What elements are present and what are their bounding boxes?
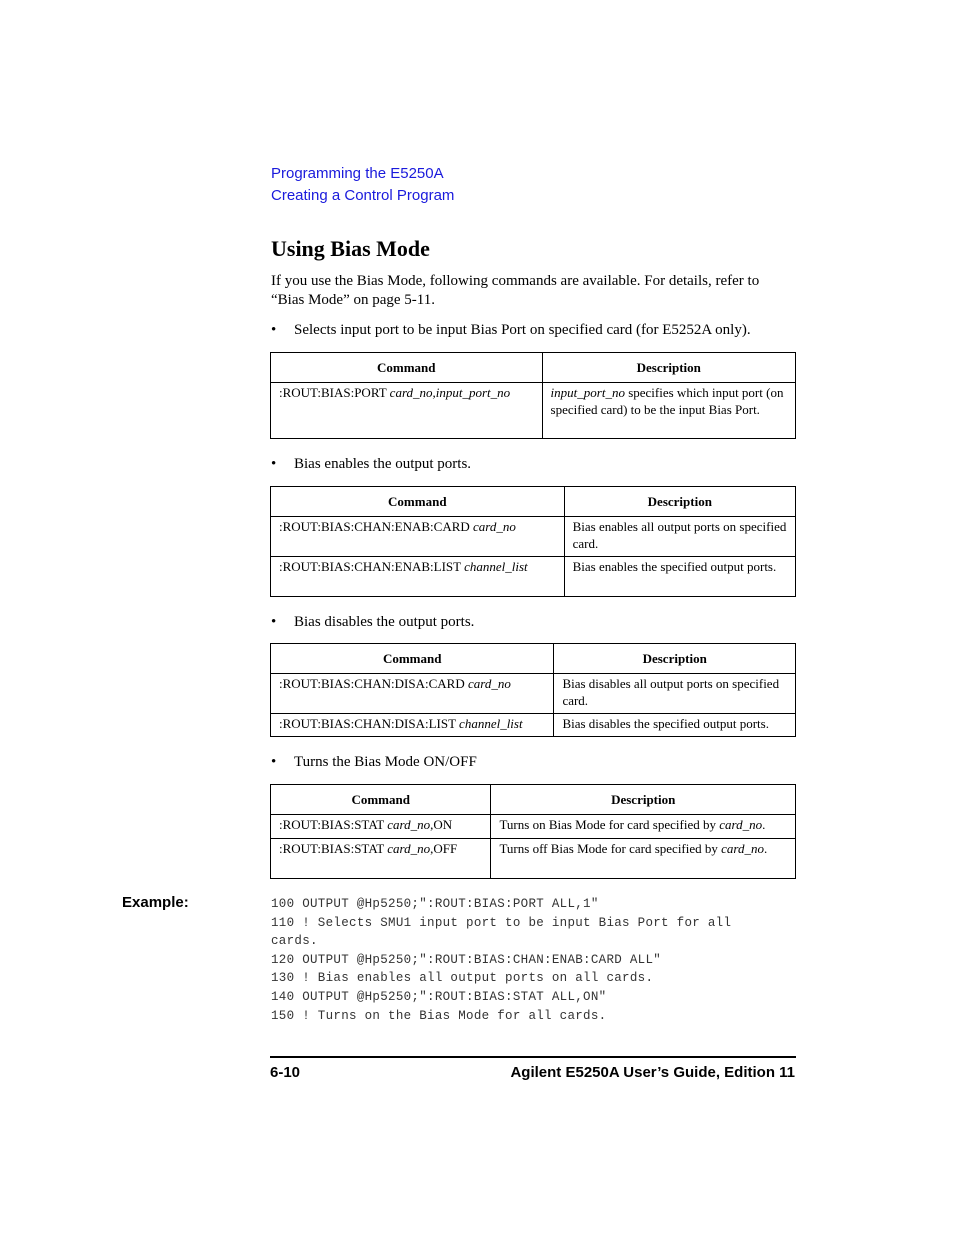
command-argument: card_no xyxy=(467,676,511,691)
bullet-item xyxy=(271,754,477,771)
breadcrumb-section-link[interactable]: Creating a Control Program xyxy=(271,187,455,204)
description-suffix: . xyxy=(764,841,768,856)
table-row xyxy=(271,557,796,597)
description-cell: Bias disables the specified output ports. xyxy=(554,714,796,737)
command-name: :ROUT:BIAS:PORT xyxy=(279,385,390,400)
table-row xyxy=(271,714,796,737)
code-line: 110 ! Selects SMU1 input port to be input Bias Port for all xyxy=(271,915,732,930)
command-argument: channel_list xyxy=(459,716,523,731)
code-line: 100 OUTPUT @Hp5250;":ROUT:BIAS:PORT ALL,1" xyxy=(271,897,599,911)
command-table-port xyxy=(270,352,796,439)
table-header-row xyxy=(271,487,796,517)
description-cell: Bias disables all output ports on specified card. xyxy=(554,674,796,714)
table-header-row xyxy=(271,353,796,383)
page-number: 6-10 xyxy=(270,1064,301,1081)
column-header-command: Command xyxy=(271,785,491,815)
command-name: :ROUT:BIAS:CHAN:ENAB:CARD xyxy=(279,519,474,534)
bullet-marker: • xyxy=(271,456,277,472)
command-cell xyxy=(271,674,554,714)
column-header-command: Command xyxy=(271,487,565,517)
bullet-text: Bias disables the output ports. xyxy=(294,614,475,630)
code-line: 120 OUTPUT @Hp5250;":ROUT:BIAS:CHAN:ENAB:CARD ALL" xyxy=(271,952,662,967)
column-header-description: Description xyxy=(564,487,795,517)
bullet-item xyxy=(271,614,474,631)
table-header-row xyxy=(271,644,796,674)
command-table-state xyxy=(270,784,796,879)
bullet-text: Selects input port to be input Bias Port on specified card (for E5252A only). xyxy=(294,322,751,338)
column-header-command: Command xyxy=(271,644,554,674)
bullet-text: Turns the Bias Mode ON/OFF xyxy=(294,754,477,770)
description-cell xyxy=(542,383,795,439)
code-line: cards. xyxy=(271,934,318,949)
command-cell xyxy=(271,517,565,557)
command-argument: channel_list xyxy=(464,559,528,574)
command-cell xyxy=(271,815,491,839)
table-row xyxy=(271,383,796,439)
bullet-marker: • xyxy=(271,322,277,338)
table-row xyxy=(271,517,796,557)
command-table-disable xyxy=(270,643,796,737)
command-name: :ROUT:BIAS:STAT xyxy=(279,817,388,832)
command-cell xyxy=(271,839,491,879)
column-header-description: Description xyxy=(491,785,796,815)
command-name: :ROUT:BIAS:STAT xyxy=(279,841,388,856)
command-argument: card_no xyxy=(473,519,516,534)
description-cell xyxy=(491,839,796,879)
description-text: specifies which input port (on specified card) to be the input Bias Port. xyxy=(550,385,784,417)
command-name: :ROUT:BIAS:CHAN:DISA:LIST xyxy=(279,716,460,731)
command-suffix: ,ON xyxy=(430,817,453,832)
command-argument: card_no,input_port_no xyxy=(389,385,511,400)
column-header-description: Description xyxy=(542,353,795,383)
command-cell xyxy=(271,714,554,737)
command-cell xyxy=(271,557,565,597)
section-heading: Using Bias Mode xyxy=(271,236,430,261)
table-row xyxy=(271,839,796,879)
intro-paragraph: If you use the Bias Mode, following commands are available. For details, refer to “Bias Mode” on page 5-11. xyxy=(271,273,760,308)
code-line: 130 ! Bias enables all output ports on all cards. xyxy=(271,971,654,986)
command-suffix: ,OFF xyxy=(430,841,458,856)
description-emphasis: card_no xyxy=(721,841,764,856)
bullet-text: Bias enables the output ports. xyxy=(294,456,472,472)
command-argument: card_no xyxy=(387,841,431,856)
code-line: 150 ! Turns on the Bias Mode for all cards. xyxy=(271,1008,607,1023)
description-cell xyxy=(491,815,796,839)
table-row xyxy=(271,674,796,714)
description-emphasis: input_port_no xyxy=(550,385,625,400)
bullet-item xyxy=(271,322,751,339)
description-cell: Bias enables the specified output ports. xyxy=(564,557,795,597)
bullet-marker: • xyxy=(271,754,277,770)
description-suffix: . xyxy=(762,817,766,832)
code-line: 140 OUTPUT @Hp5250;":ROUT:BIAS:STAT ALL,ON" xyxy=(271,989,607,1004)
footer-title: Agilent E5250A User’s Guide, Edition 11 xyxy=(510,1064,795,1081)
example-code-block xyxy=(271,895,731,1025)
command-name: :ROUT:BIAS:CHAN:DISA:CARD xyxy=(279,676,468,691)
table-row xyxy=(271,815,796,839)
description-text: Turns on Bias Mode for card specified by xyxy=(499,817,720,832)
breadcrumb-chapter-link[interactable]: Programming the E5250A xyxy=(271,165,444,182)
bullet-marker: • xyxy=(271,614,277,630)
description-emphasis: card_no xyxy=(719,817,763,832)
description-text: Turns off Bias Mode for card specified by xyxy=(499,841,722,856)
column-header-description: Description xyxy=(554,644,796,674)
command-table-enable xyxy=(270,486,796,597)
example-label: Example: xyxy=(122,894,189,911)
footer-divider xyxy=(270,1056,796,1058)
description-cell: Bias enables all output ports on specified card. xyxy=(564,517,795,557)
command-cell xyxy=(271,383,543,439)
command-argument: card_no xyxy=(387,817,431,832)
bullet-item xyxy=(271,456,471,473)
command-name: :ROUT:BIAS:CHAN:ENAB:LIST xyxy=(279,559,465,574)
column-header-command: Command xyxy=(271,353,543,383)
table-header-row xyxy=(271,785,796,815)
